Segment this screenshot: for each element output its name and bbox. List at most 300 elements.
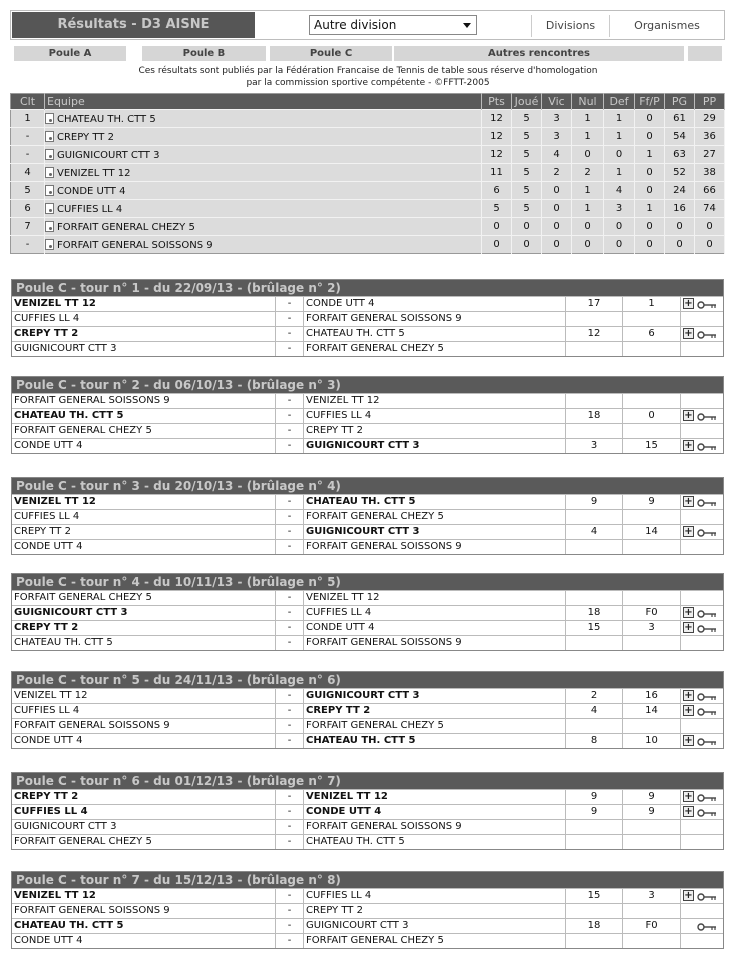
stat-value: 0 bbox=[584, 149, 591, 160]
home-team: VENIZEL TT 12 bbox=[12, 689, 276, 703]
away-score bbox=[623, 820, 681, 834]
match-separator: - bbox=[276, 394, 304, 408]
stat-value: 1 bbox=[646, 203, 653, 214]
standings-cell bbox=[11, 200, 45, 218]
match-row bbox=[12, 789, 723, 804]
away-team: CHATEAU TH. CTT 5 bbox=[304, 327, 566, 341]
standings-cell bbox=[572, 218, 604, 236]
match-actions bbox=[681, 621, 723, 635]
standings-cell bbox=[665, 164, 695, 182]
match-separator: - bbox=[276, 439, 304, 453]
stat-value: 1 bbox=[584, 185, 591, 196]
team-link[interactable] bbox=[45, 110, 482, 128]
home-score: 15 bbox=[566, 621, 623, 635]
away-score: 9 bbox=[623, 805, 681, 819]
standings-cell bbox=[665, 200, 695, 218]
home-team: FORFAIT GENERAL CHEZY 5 bbox=[12, 424, 276, 438]
team-link[interactable] bbox=[45, 236, 482, 254]
home-team: CUFFIES LL 4 bbox=[12, 805, 276, 819]
key-icon[interactable] bbox=[697, 609, 717, 617]
key-icon[interactable] bbox=[697, 692, 717, 700]
match-actions bbox=[681, 704, 723, 718]
standings-cell bbox=[11, 218, 45, 236]
standings-cell bbox=[482, 128, 512, 146]
round-title: Poule C - tour n° 1 - du 22/09/13 - (brûlage n° 2) bbox=[12, 280, 723, 296]
home-team: GUIGNICOURT CTT 3 bbox=[12, 820, 276, 834]
expand-plus-icon[interactable]: + bbox=[684, 298, 693, 309]
match-row bbox=[12, 605, 723, 620]
stat-value: 24 bbox=[673, 185, 686, 196]
standings-cell bbox=[572, 146, 604, 164]
col-header-vic: Vic bbox=[542, 94, 572, 110]
match-actions bbox=[681, 805, 723, 819]
standings-cell bbox=[635, 110, 665, 128]
standings-table bbox=[10, 93, 725, 254]
home-team: FORFAIT GENERAL SOISSONS 9 bbox=[12, 904, 276, 918]
key-icon[interactable] bbox=[697, 624, 717, 632]
stat-value: 12 bbox=[490, 113, 503, 124]
stat-value: 0 bbox=[706, 239, 713, 250]
stat-value: 0 bbox=[523, 239, 530, 250]
match-actions bbox=[681, 934, 723, 948]
match-separator: - bbox=[276, 495, 304, 509]
standings-cell bbox=[665, 110, 695, 128]
match-actions bbox=[681, 327, 723, 341]
col-header-pts: Pts bbox=[482, 94, 512, 110]
match-row bbox=[12, 804, 723, 819]
standings-cell bbox=[635, 128, 665, 146]
match-actions bbox=[681, 919, 723, 933]
standings-row bbox=[11, 200, 725, 218]
match-separator: - bbox=[276, 342, 304, 356]
away-team: CREPY TT 2 bbox=[304, 424, 566, 438]
match-separator: - bbox=[276, 621, 304, 635]
key-icon[interactable] bbox=[697, 498, 717, 506]
match-row bbox=[12, 718, 723, 733]
round-block bbox=[11, 772, 724, 850]
home-score bbox=[566, 342, 623, 356]
standings-cell bbox=[695, 128, 725, 146]
standings-row bbox=[11, 128, 725, 146]
home-score bbox=[566, 540, 623, 554]
key-icon[interactable] bbox=[697, 412, 717, 420]
home-team: CONDE UTT 4 bbox=[12, 734, 276, 748]
col-header-ffp: Ff/P bbox=[635, 94, 665, 110]
standings-cell bbox=[482, 218, 512, 236]
away-score: 16 bbox=[623, 689, 681, 703]
standings-cell bbox=[665, 182, 695, 200]
home-score: 9 bbox=[566, 790, 623, 804]
home-score bbox=[566, 312, 623, 326]
key-icon[interactable] bbox=[697, 892, 717, 900]
standings-cell bbox=[572, 164, 604, 182]
away-score: 10 bbox=[623, 734, 681, 748]
home-score: 18 bbox=[566, 919, 623, 933]
away-team: CREPY TT 2 bbox=[304, 704, 566, 718]
stat-value: 2 bbox=[553, 167, 560, 178]
standings-cell bbox=[542, 218, 572, 236]
away-team: CUFFIES LL 4 bbox=[304, 606, 566, 620]
match-separator: - bbox=[276, 704, 304, 718]
expand-plus-icon[interactable]: + bbox=[684, 607, 693, 618]
match-separator: - bbox=[276, 689, 304, 703]
key-icon[interactable] bbox=[697, 922, 717, 930]
standings-cell bbox=[572, 128, 604, 146]
expand-plus-icon[interactable]: + bbox=[684, 705, 693, 716]
away-team: FORFAIT GENERAL SOISSONS 9 bbox=[304, 636, 566, 650]
expand-plus-icon[interactable]: + bbox=[684, 735, 693, 746]
stat-value: 5 bbox=[24, 185, 31, 196]
match-separator: - bbox=[276, 424, 304, 438]
match-actions bbox=[681, 394, 723, 408]
match-row bbox=[12, 733, 723, 748]
stat-value: 0 bbox=[646, 167, 653, 178]
home-score: 15 bbox=[566, 889, 623, 903]
away-score: 9 bbox=[623, 495, 681, 509]
standings-cell bbox=[695, 146, 725, 164]
match-actions bbox=[681, 439, 723, 453]
away-team: FORFAIT GENERAL CHEZY 5 bbox=[304, 510, 566, 524]
match-actions bbox=[681, 889, 723, 903]
stat-value: 1 bbox=[615, 131, 623, 142]
notice-line-2: par la commission sportive compétente - ©FFTT-2005 bbox=[246, 78, 490, 88]
team-link[interactable] bbox=[45, 218, 482, 236]
match-actions bbox=[681, 510, 723, 524]
organismes-button[interactable]: Organismes bbox=[609, 15, 724, 37]
document-icon bbox=[45, 167, 54, 178]
match-separator: - bbox=[276, 904, 304, 918]
standings-cell bbox=[572, 236, 604, 254]
standings-cell bbox=[11, 236, 45, 254]
away-team: CHATEAU TH. CTT 5 bbox=[304, 835, 566, 849]
away-team: CONDE UTT 4 bbox=[304, 621, 566, 635]
round-block bbox=[11, 573, 724, 651]
home-score: 12 bbox=[566, 327, 623, 341]
stat-value: 52 bbox=[673, 167, 686, 178]
match-actions bbox=[681, 297, 723, 311]
pool-tabs bbox=[14, 46, 722, 61]
match-separator: - bbox=[276, 636, 304, 650]
standings-cell bbox=[572, 110, 604, 128]
standings-cell bbox=[695, 236, 725, 254]
key-icon[interactable] bbox=[697, 707, 717, 715]
home-score bbox=[566, 636, 623, 650]
team-link[interactable] bbox=[45, 128, 482, 146]
away-score: 14 bbox=[623, 704, 681, 718]
stat-value: 5 bbox=[523, 167, 530, 178]
standings-header-row bbox=[11, 94, 725, 110]
standings-cell bbox=[604, 164, 635, 182]
home-score: 2 bbox=[566, 689, 623, 703]
stat-value: 0 bbox=[706, 221, 713, 232]
document-icon bbox=[45, 203, 54, 214]
round-block bbox=[11, 671, 724, 749]
match-row bbox=[12, 903, 723, 918]
match-row bbox=[12, 524, 723, 539]
away-team: VENIZEL TT 12 bbox=[304, 591, 566, 605]
match-actions bbox=[681, 495, 723, 509]
stat-value: 1 bbox=[24, 113, 31, 124]
home-score: 4 bbox=[566, 704, 623, 718]
standings-cell bbox=[572, 200, 604, 218]
tab-poule-b[interactable]: Poule B bbox=[142, 46, 266, 61]
match-separator: - bbox=[276, 835, 304, 849]
home-team: FORFAIT GENERAL SOISSONS 9 bbox=[12, 719, 276, 733]
col-header-clt: Clt bbox=[11, 94, 45, 110]
standings-row bbox=[11, 164, 725, 182]
match-separator: - bbox=[276, 820, 304, 834]
stat-value: 11 bbox=[490, 167, 503, 178]
match-actions bbox=[681, 342, 723, 356]
standings-cell bbox=[512, 146, 542, 164]
away-score bbox=[623, 719, 681, 733]
col-header-nul: Nul bbox=[572, 94, 604, 110]
away-score bbox=[623, 636, 681, 650]
stat-value: 0 bbox=[493, 221, 500, 232]
page-title: Résultats - D3 AISNE bbox=[12, 12, 255, 38]
stat-value: 36 bbox=[703, 131, 716, 142]
team-link[interactable] bbox=[45, 182, 482, 200]
standings-cell bbox=[635, 164, 665, 182]
standings-cell bbox=[482, 236, 512, 254]
stat-value: 0 bbox=[584, 221, 591, 232]
away-team: FORFAIT GENERAL SOISSONS 9 bbox=[304, 820, 566, 834]
stat-value: 4 bbox=[615, 185, 623, 196]
stat-value: - bbox=[25, 239, 30, 250]
standings-row bbox=[11, 146, 725, 164]
stat-value: 0 bbox=[553, 221, 560, 232]
home-score bbox=[566, 820, 623, 834]
match-row bbox=[12, 620, 723, 635]
round-title: Poule C - tour n° 7 - du 15/12/13 - (brûlage n° 8) bbox=[12, 872, 723, 888]
standings-row bbox=[11, 236, 725, 254]
match-actions bbox=[681, 689, 723, 703]
team-name: GUIGNICOURT CTT 3 bbox=[57, 149, 160, 161]
away-score: F0 bbox=[623, 606, 681, 620]
match-separator: - bbox=[276, 525, 304, 539]
standings-cell bbox=[695, 110, 725, 128]
stat-value: 0 bbox=[553, 203, 560, 214]
home-team: CREPY TT 2 bbox=[12, 327, 276, 341]
key-icon[interactable] bbox=[697, 528, 717, 536]
key-icon[interactable] bbox=[697, 808, 717, 816]
standings-cell bbox=[604, 218, 635, 236]
col-header-def: Def bbox=[604, 94, 635, 110]
away-team: CUFFIES LL 4 bbox=[304, 409, 566, 423]
match-separator: - bbox=[276, 719, 304, 733]
expand-plus-icon[interactable]: + bbox=[684, 890, 693, 901]
division-select-value: Autre division bbox=[314, 18, 397, 32]
stat-value: 5 bbox=[523, 185, 530, 196]
tab-poule-c[interactable]: Poule C bbox=[270, 46, 392, 61]
expand-plus-icon[interactable]: + bbox=[684, 496, 693, 507]
away-team: FORFAIT GENERAL CHEZY 5 bbox=[304, 719, 566, 733]
home-score bbox=[566, 835, 623, 849]
stat-value: 16 bbox=[673, 203, 686, 214]
tab-autres-rencontres[interactable]: Autres rencontres bbox=[394, 46, 684, 61]
expand-plus-icon[interactable]: + bbox=[684, 791, 693, 802]
match-separator: - bbox=[276, 297, 304, 311]
standings-cell bbox=[635, 146, 665, 164]
match-separator: - bbox=[276, 327, 304, 341]
round-title: Poule C - tour n° 6 - du 01/12/13 - (brûlage n° 7) bbox=[12, 773, 723, 789]
away-score bbox=[623, 934, 681, 948]
match-actions bbox=[681, 734, 723, 748]
standings-cell bbox=[482, 110, 512, 128]
home-team: CHATEAU TH. CTT 5 bbox=[12, 919, 276, 933]
match-row bbox=[12, 834, 723, 849]
match-row bbox=[12, 494, 723, 509]
division-select[interactable] bbox=[309, 15, 477, 35]
expand-plus-icon[interactable]: + bbox=[684, 622, 693, 633]
home-score: 3 bbox=[566, 439, 623, 453]
match-actions bbox=[681, 790, 723, 804]
stat-value: 0 bbox=[584, 239, 591, 250]
away-score: 15 bbox=[623, 439, 681, 453]
away-score bbox=[623, 540, 681, 554]
home-score bbox=[566, 719, 623, 733]
chevron-down-icon bbox=[463, 23, 471, 28]
expand-plus-icon[interactable]: + bbox=[684, 328, 693, 339]
home-team: CREPY TT 2 bbox=[12, 621, 276, 635]
standings-cell bbox=[604, 146, 635, 164]
away-score: 9 bbox=[623, 790, 681, 804]
standings-cell bbox=[542, 182, 572, 200]
home-team: CONDE UTT 4 bbox=[12, 934, 276, 948]
expand-plus-icon[interactable]: + bbox=[684, 440, 693, 451]
home-team: CUFFIES LL 4 bbox=[12, 704, 276, 718]
standings-cell bbox=[512, 182, 542, 200]
match-actions bbox=[681, 719, 723, 733]
stat-value: 3 bbox=[553, 113, 560, 124]
round-block bbox=[11, 376, 724, 454]
stat-value: 1 bbox=[584, 131, 591, 142]
standings-cell bbox=[695, 200, 725, 218]
home-team: CREPY TT 2 bbox=[12, 525, 276, 539]
team-link[interactable] bbox=[45, 146, 482, 164]
standings-cell bbox=[635, 200, 665, 218]
match-separator: - bbox=[276, 934, 304, 948]
expand-plus-icon[interactable]: + bbox=[684, 690, 693, 701]
key-icon[interactable] bbox=[697, 300, 717, 308]
stat-value: 54 bbox=[673, 131, 686, 142]
away-team: GUIGNICOURT CTT 3 bbox=[304, 689, 566, 703]
away-team: GUIGNICOURT CTT 3 bbox=[304, 525, 566, 539]
home-team: FORFAIT GENERAL CHEZY 5 bbox=[12, 835, 276, 849]
standings-cell bbox=[542, 164, 572, 182]
away-score: 3 bbox=[623, 889, 681, 903]
match-separator: - bbox=[276, 540, 304, 554]
key-icon[interactable] bbox=[697, 793, 717, 801]
away-team: VENIZEL TT 12 bbox=[304, 790, 566, 804]
standings-row bbox=[11, 182, 725, 200]
standings-cell bbox=[11, 110, 45, 128]
stat-value: 0 bbox=[646, 131, 653, 142]
standings-cell bbox=[542, 200, 572, 218]
standings-cell bbox=[572, 182, 604, 200]
standings-cell bbox=[512, 218, 542, 236]
away-team: CHATEAU TH. CTT 5 bbox=[304, 495, 566, 509]
team-link[interactable] bbox=[45, 164, 482, 182]
round-block bbox=[11, 871, 724, 949]
document-icon bbox=[45, 239, 54, 250]
stat-value: 0 bbox=[553, 239, 560, 250]
round-title: Poule C - tour n° 3 - du 20/10/13 - (brûlage n° 4) bbox=[12, 478, 723, 494]
home-score bbox=[566, 591, 623, 605]
standings-cell bbox=[665, 146, 695, 164]
away-score: 1 bbox=[623, 297, 681, 311]
match-separator: - bbox=[276, 606, 304, 620]
home-team: CONDE UTT 4 bbox=[12, 439, 276, 453]
stat-value: 3 bbox=[553, 131, 560, 142]
stat-value: 5 bbox=[493, 203, 500, 214]
standings-cell bbox=[635, 218, 665, 236]
match-row bbox=[12, 888, 723, 903]
stat-value: 74 bbox=[703, 203, 716, 214]
tab-poule-a[interactable]: Poule A bbox=[14, 46, 126, 61]
standings-cell bbox=[695, 182, 725, 200]
away-team: CONDE UTT 4 bbox=[304, 297, 566, 311]
expand-plus-icon[interactable]: + bbox=[684, 410, 693, 421]
away-team: VENIZEL TT 12 bbox=[304, 394, 566, 408]
away-score bbox=[623, 835, 681, 849]
stat-value: - bbox=[25, 149, 30, 160]
stat-value: 1 bbox=[646, 149, 653, 160]
standings-cell bbox=[542, 236, 572, 254]
away-team: GUIGNICOURT CTT 3 bbox=[304, 439, 566, 453]
away-score bbox=[623, 904, 681, 918]
stat-value: 0 bbox=[523, 221, 530, 232]
standings-cell bbox=[512, 200, 542, 218]
key-icon[interactable] bbox=[697, 330, 717, 338]
key-icon[interactable] bbox=[697, 442, 717, 450]
standings-cell bbox=[542, 146, 572, 164]
home-team: GUIGNICOURT CTT 3 bbox=[12, 342, 276, 356]
stat-value: 5 bbox=[523, 149, 530, 160]
key-icon[interactable] bbox=[697, 737, 717, 745]
document-icon bbox=[45, 113, 54, 124]
match-row bbox=[12, 311, 723, 326]
match-row bbox=[12, 688, 723, 703]
match-separator: - bbox=[276, 919, 304, 933]
stat-value: 0 bbox=[676, 221, 683, 232]
standings-cell bbox=[482, 182, 512, 200]
standings-cell bbox=[695, 218, 725, 236]
expand-plus-icon[interactable]: + bbox=[684, 526, 693, 537]
match-row bbox=[12, 341, 723, 356]
match-actions bbox=[681, 591, 723, 605]
home-team: CHATEAU TH. CTT 5 bbox=[12, 636, 276, 650]
home-score: 18 bbox=[566, 606, 623, 620]
expand-plus-icon[interactable]: + bbox=[684, 806, 693, 817]
home-score bbox=[566, 424, 623, 438]
away-score bbox=[623, 591, 681, 605]
home-team: CONDE UTT 4 bbox=[12, 540, 276, 554]
match-row bbox=[12, 933, 723, 948]
divisions-button[interactable]: Divisions bbox=[531, 15, 609, 37]
match-actions bbox=[681, 606, 723, 620]
team-link[interactable] bbox=[45, 200, 482, 218]
home-score: 4 bbox=[566, 525, 623, 539]
home-score: 18 bbox=[566, 409, 623, 423]
stat-value: 6 bbox=[24, 203, 31, 214]
stat-value: 12 bbox=[490, 131, 503, 142]
stat-value: 0 bbox=[646, 239, 653, 250]
away-team: GUIGNICOURT CTT 3 bbox=[304, 919, 566, 933]
team-name: VENIZEL TT 12 bbox=[57, 167, 131, 179]
home-team: GUIGNICOURT CTT 3 bbox=[12, 606, 276, 620]
document-icon bbox=[45, 149, 54, 160]
